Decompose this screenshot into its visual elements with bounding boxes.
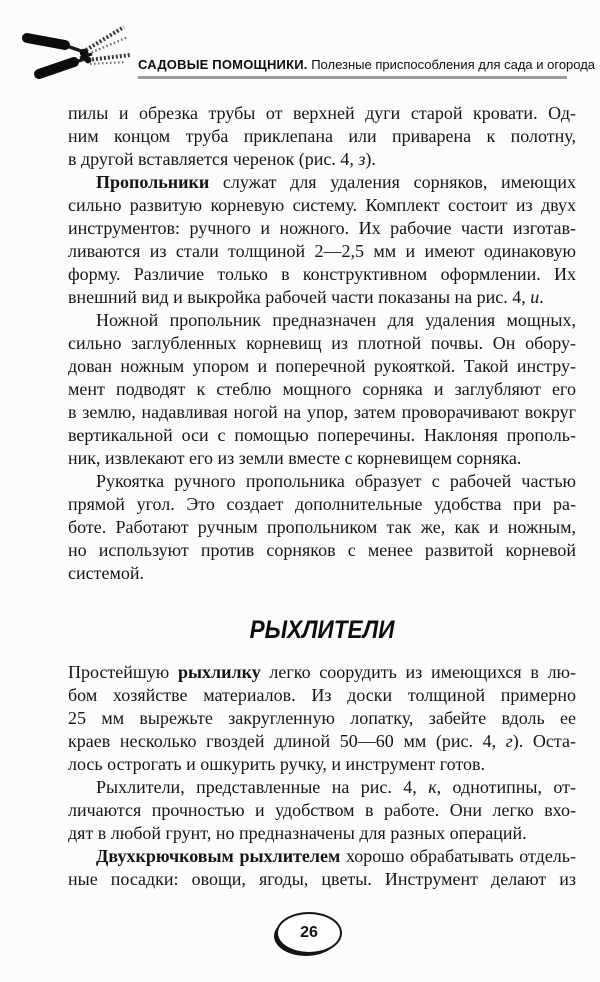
text-line: но используют против сорняков с менее развитой корневой xyxy=(68,540,576,560)
text-line: ливаются из стали толщиной 2—2,5 мм и имеют одинаковую xyxy=(68,241,576,261)
text-line: ные посадки: овощи, ягоды, цветы. Инструмент делают из xyxy=(68,869,576,889)
text-line: инструментов: ручного и ножного. Их рабочие части изготав- xyxy=(68,218,576,238)
page-number-badge xyxy=(276,912,342,954)
text-line: ник, извлекают его из земли вместе с корневищем сорняка. xyxy=(68,448,522,468)
body-text xyxy=(68,102,576,891)
text-line: личаются прочностью и удобством в работе. Они легко вхо- xyxy=(68,800,576,820)
text-line: бом хозяйстве материалов. Из доски толщиной примерно xyxy=(68,685,576,705)
paragraph xyxy=(68,102,576,171)
text-line: краев несколько гвоздей длиной 50—60 мм (рис. 4, г). Оста- xyxy=(68,731,576,751)
text-line: мент подводят к стеблю мощного сорняка и заглубляют его xyxy=(68,379,576,399)
text-line: дят в любой грунт, но предназначены для разных операций. xyxy=(68,823,527,843)
text-line: пилы и обрезка трубы от верхней дуги старой кровати. Од- xyxy=(68,103,576,123)
text-line: системой. xyxy=(68,563,144,583)
section-heading: РЫХЛИТЕЛИ xyxy=(249,616,395,644)
paragraph xyxy=(68,309,576,470)
text-line: в другой вставляется черенок (рис. 4, з). xyxy=(68,149,376,169)
text-line: сильно развитую корневую систему. Комплект состоит из двух xyxy=(68,195,576,215)
text-line: сильно заглубленных корневищ из плотной почвы. Он обору- xyxy=(68,333,576,353)
text-line: дован ножным упором и поперечной рукояткой. Такой инстру- xyxy=(68,356,576,376)
page-number: 26 xyxy=(300,924,318,941)
paragraph xyxy=(68,661,576,776)
text-line: 25 мм вырежьте закругленную лопатку, забейте вдоль ее xyxy=(68,708,576,728)
text-line: Двухкрючковым рыхлителем хорошо обрабатывать отдель- xyxy=(96,846,576,866)
text-line: форму. Различие только в конструктивном оформлении. Их xyxy=(68,264,576,284)
garden-shears-icon xyxy=(18,14,136,86)
text-line: ним концом труба приклепана или приварена к полотну, xyxy=(68,126,576,146)
text-line: Рукоятка ручного пропольника образует с рабочей частью xyxy=(96,471,576,491)
running-head-series: САДОВЫЕ ПОМОЩНИКИ. xyxy=(138,57,308,72)
text-line: прямой угол. Это создает дополнительные удобства при ра- xyxy=(68,494,576,514)
header-rule xyxy=(138,76,567,79)
text-line: Рыхлители, представленные на рис. 4, к, однотипны, от- xyxy=(96,777,576,797)
text-line: Пропольники служат для удаления сорняков, имеющих xyxy=(96,172,576,192)
text-line: лось острогать и ошкурить ручку, и инструмент готов. xyxy=(68,754,486,774)
paragraph xyxy=(68,470,576,585)
paragraph xyxy=(68,845,576,891)
paragraph xyxy=(68,776,576,845)
text-line: внешний вид и выкройка рабочей части показаны на рис. 4, и. xyxy=(68,287,544,307)
text-line: Ножной пропольник предназначен для удаления мощных, xyxy=(96,310,576,330)
text-line: вертикальной оси с помощью поперечины. Наклоняя прополь- xyxy=(68,425,576,445)
text-line: боте. Работают ручным пропольником так же, как и ножным, xyxy=(68,517,576,537)
paragraph xyxy=(68,171,576,309)
running-head xyxy=(138,57,595,72)
running-head-subtitle: Полезные приспособления для сада и огорода xyxy=(307,57,596,72)
text-line: в землю, надавливая ногой на упор, затем проворачивают вокруг xyxy=(68,402,576,422)
text-line: Простейшую рыхлилку легко соорудить из имеющихся в лю- xyxy=(68,662,577,682)
